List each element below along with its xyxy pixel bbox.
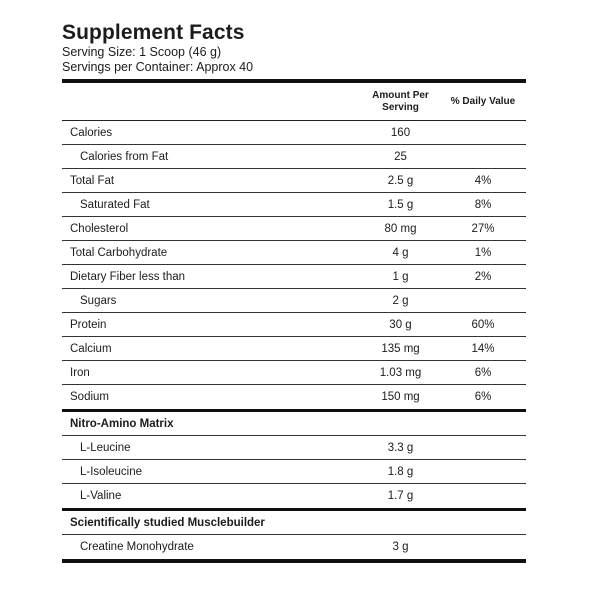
nutrient-name: Calories [70,126,113,139]
supplement-facts-panel [62,22,526,563]
section-heading-row [62,412,526,436]
serving-size: Serving Size: 1 Scoop (46 g) [62,45,222,59]
nutrient-dv: 6% [474,391,492,403]
section-heading-row [62,511,526,535]
table-row [62,265,526,289]
nutrient-name: Cholesterol [70,222,129,235]
nitro-amino-section [62,412,526,508]
nutrient-amount: 4 g [392,246,409,259]
table-row [62,385,526,409]
ingredient-amount: 3.3 g [387,441,414,454]
nutrient-dv: 60% [471,318,495,331]
ingredient-amount: 3 g [392,541,409,553]
table-row [62,145,526,169]
nutrient-amount: 30 g [389,318,412,331]
table-row [62,361,526,385]
ingredient-name: L-Leucine [80,441,131,454]
section-title: Nitro-Amino Matrix [70,417,174,430]
section-title: Scientifically studied Musclebuilder [70,516,265,529]
table-row [62,169,526,193]
ingredient-amount: 1.8 g [387,465,414,478]
bottom-divider [62,559,526,563]
nutrient-name: Total Carbohydrate [70,246,168,259]
table-row [62,121,526,145]
nutrient-rows [62,121,526,409]
nutrient-amount: 1.5 g [387,198,414,211]
nutrient-dv: 2% [474,270,492,283]
nutrient-dv: 27% [471,222,495,235]
table-row [62,436,526,460]
nutrient-dv: 6% [474,366,492,379]
nutrient-name: Iron [70,366,90,379]
nutrient-name: Sugars [80,294,117,307]
column-header-row [62,83,526,121]
table-row [62,484,526,508]
nutrient-amount: 80 mg [384,222,417,235]
nutrient-dv: 8% [474,198,492,211]
nutrient-dv: 14% [471,342,495,355]
nutrient-amount: 1.03 mg [379,366,422,379]
nutrient-dv: 1% [474,246,492,259]
table-row [62,535,526,559]
nutrient-amount: 135 mg [381,342,420,355]
nutrient-amount: 1 g [392,270,409,283]
nutrient-name: Total Fat [70,174,115,187]
table-row [62,193,526,217]
table-row [62,241,526,265]
table-row [62,217,526,241]
table-row [62,289,526,313]
musclebuilder-section [62,511,526,559]
ingredient-amount: 1.7 g [387,490,414,502]
nutrient-amount: 2.5 g [387,174,414,187]
nutrient-amount: 150 mg [381,391,420,403]
nutrient-name: Dietary Fiber less than [70,270,186,283]
header-daily-value: % Daily Value [450,95,516,107]
header-amount-per-serving: Amount Per Serving [372,89,429,113]
table-row [62,313,526,337]
nutrient-name: Calcium [70,342,112,355]
nutrient-amount: 160 [390,126,411,139]
nutrient-name: Sodium [70,391,109,403]
nutrient-name: Saturated Fat [80,198,150,211]
nutrient-name: Protein [70,318,107,331]
panel-title: Supplement Facts [62,21,245,44]
table-row [62,460,526,484]
table-row [62,337,526,361]
nutrient-name: Calories from Fat [80,150,169,163]
nutrient-dv: 4% [474,174,492,187]
ingredient-name: L-Valine [80,490,122,502]
ingredient-name: L-Isoleucine [80,465,143,478]
nutrient-amount: 2 g [392,294,409,307]
servings-per-container: Servings per Container: Approx 40 [62,60,254,74]
ingredient-name: Creatine Monohydrate [80,541,194,553]
nutrient-amount: 25 [394,150,407,163]
